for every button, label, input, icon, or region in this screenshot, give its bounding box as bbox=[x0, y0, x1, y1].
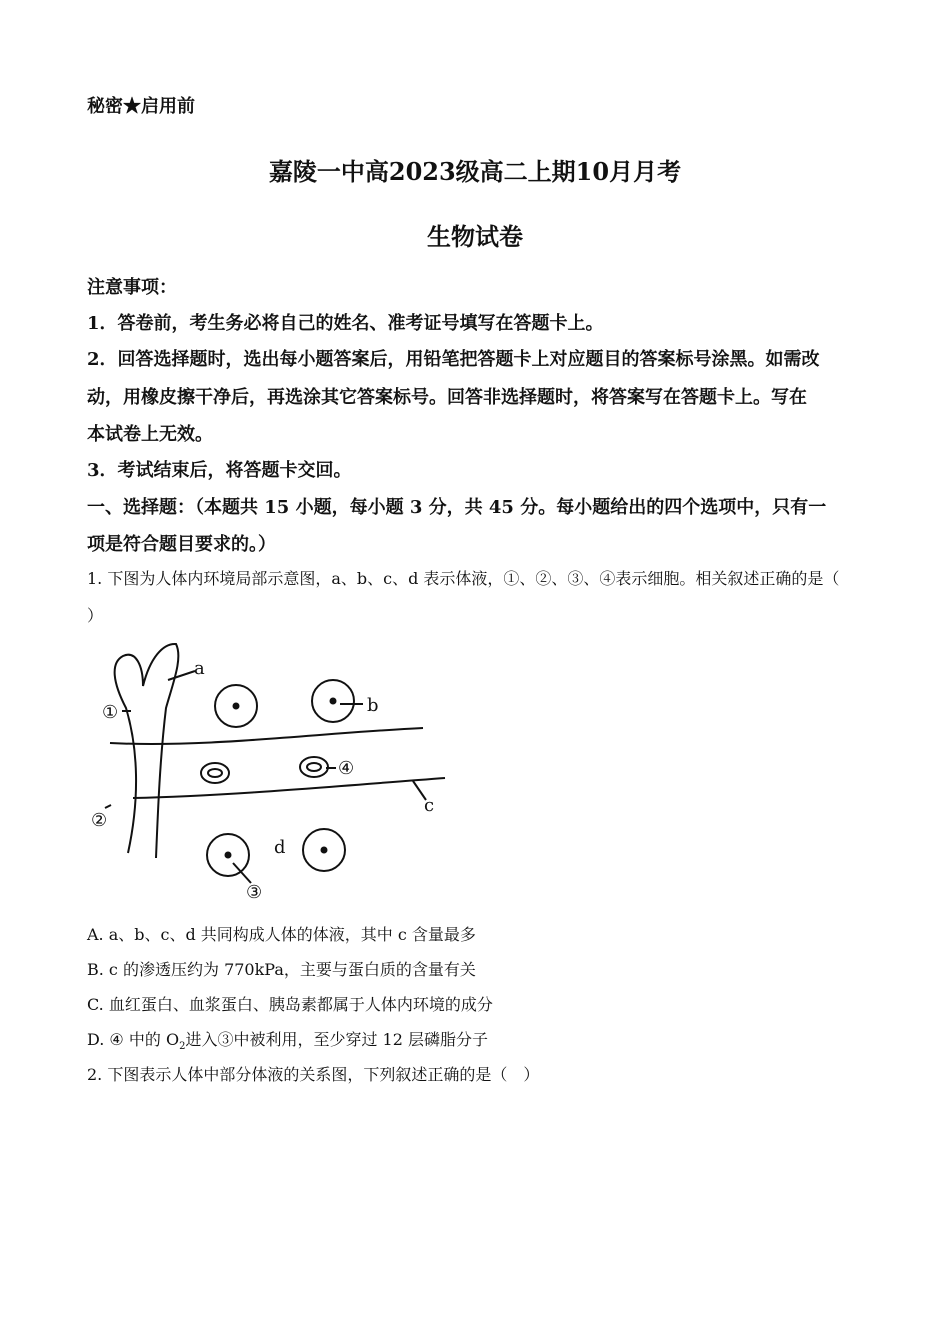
q1-option-d-subscript: 2 bbox=[179, 1041, 186, 1053]
label-n4: ④ bbox=[338, 758, 355, 779]
cell-nucleus bbox=[321, 847, 328, 854]
body-fluid-diagram bbox=[88, 638, 458, 908]
cell-nucleus bbox=[330, 698, 337, 705]
exam-title: 嘉陵一中高2023级高二上期10月月考 bbox=[268, 157, 682, 186]
notice-item-2-line-3: 本试卷上无效。 bbox=[87, 424, 213, 445]
section-1-line-1: 一、选择题：（本题共 15 小题，每小题 3 分，共 45 分。每小题给出的四个选项中，只有一 bbox=[87, 497, 827, 518]
cell-nucleus bbox=[225, 852, 232, 859]
leader-line-n3 bbox=[233, 863, 251, 883]
label-a: a bbox=[194, 658, 205, 679]
blood-cell bbox=[300, 757, 328, 777]
subject-title: 生物试卷 bbox=[427, 222, 523, 251]
label-n3: ③ bbox=[246, 882, 263, 903]
q1-option-b: B. c 的渗透压约为 770kPa，主要与蛋白质的含量有关 bbox=[87, 960, 476, 979]
notice-item-2-line-2: 动，用橡皮擦干净后，再选涂其它答案标号。回答非选择题时，将答案写在答题卡上。写在 bbox=[87, 387, 807, 408]
label-c: c bbox=[424, 795, 435, 816]
notice-item-2-line-1: 2．回答选择题时，选出每小题答案后，用铅笔把答题卡上对应题目的答案标号涂黑。如需改 bbox=[87, 349, 820, 370]
leader-line-a bbox=[168, 671, 195, 680]
label-n2: ② bbox=[91, 810, 108, 831]
q1-stem-line-2: ） bbox=[87, 606, 104, 625]
blood-cell-inner bbox=[208, 769, 222, 777]
blood-cell bbox=[201, 763, 229, 783]
q1-stem-line-1: 1. 下图为人体内环境局部示意图，a、b、c、d 表示体液，①、②、③、④表示细胞。相关叙述正确的是（ bbox=[87, 569, 840, 588]
section-1-line-2: 项是符合题目要求的。） bbox=[87, 534, 276, 555]
leader-line-n2 bbox=[105, 805, 111, 808]
q2-stem: 2. 下图表示人体中部分体液的关系图，下列叙述正确的是（ ） bbox=[87, 1065, 540, 1084]
label-n1: ① bbox=[102, 702, 119, 723]
q1-option-a: A. a、b、c、d 共同构成人体的体液，其中 c 含量最多 bbox=[87, 925, 476, 944]
label-b: b bbox=[367, 695, 379, 716]
notice-item-3: 3．考试结束后，将答题卡交回。 bbox=[87, 460, 352, 481]
label-d: d bbox=[274, 837, 286, 858]
q1-option-c: C. 血红蛋白、血浆蛋白、胰岛素都属于人体内环境的成分 bbox=[87, 995, 493, 1014]
q1-option-d bbox=[87, 1027, 488, 1052]
capillary-lower-wall bbox=[133, 778, 445, 798]
secret-label: 秘密★启用前 bbox=[87, 96, 195, 117]
notice-heading: 注意事项： bbox=[87, 277, 177, 298]
q1-option-d-prefix: D. ④ 中的 O bbox=[87, 1030, 180, 1049]
blood-cell-inner bbox=[307, 763, 321, 771]
q1-option-d-suffix: 进入③中被利用，至少穿过 12 层磷脂分子 bbox=[185, 1030, 488, 1049]
lymph-capillary-outline bbox=[115, 644, 179, 858]
notice-item-1: 1．答卷前，考生务必将自己的姓名、准考证号填写在答题卡上。 bbox=[87, 313, 604, 334]
capillary-upper-wall bbox=[110, 728, 423, 744]
cell-nucleus bbox=[233, 703, 240, 710]
